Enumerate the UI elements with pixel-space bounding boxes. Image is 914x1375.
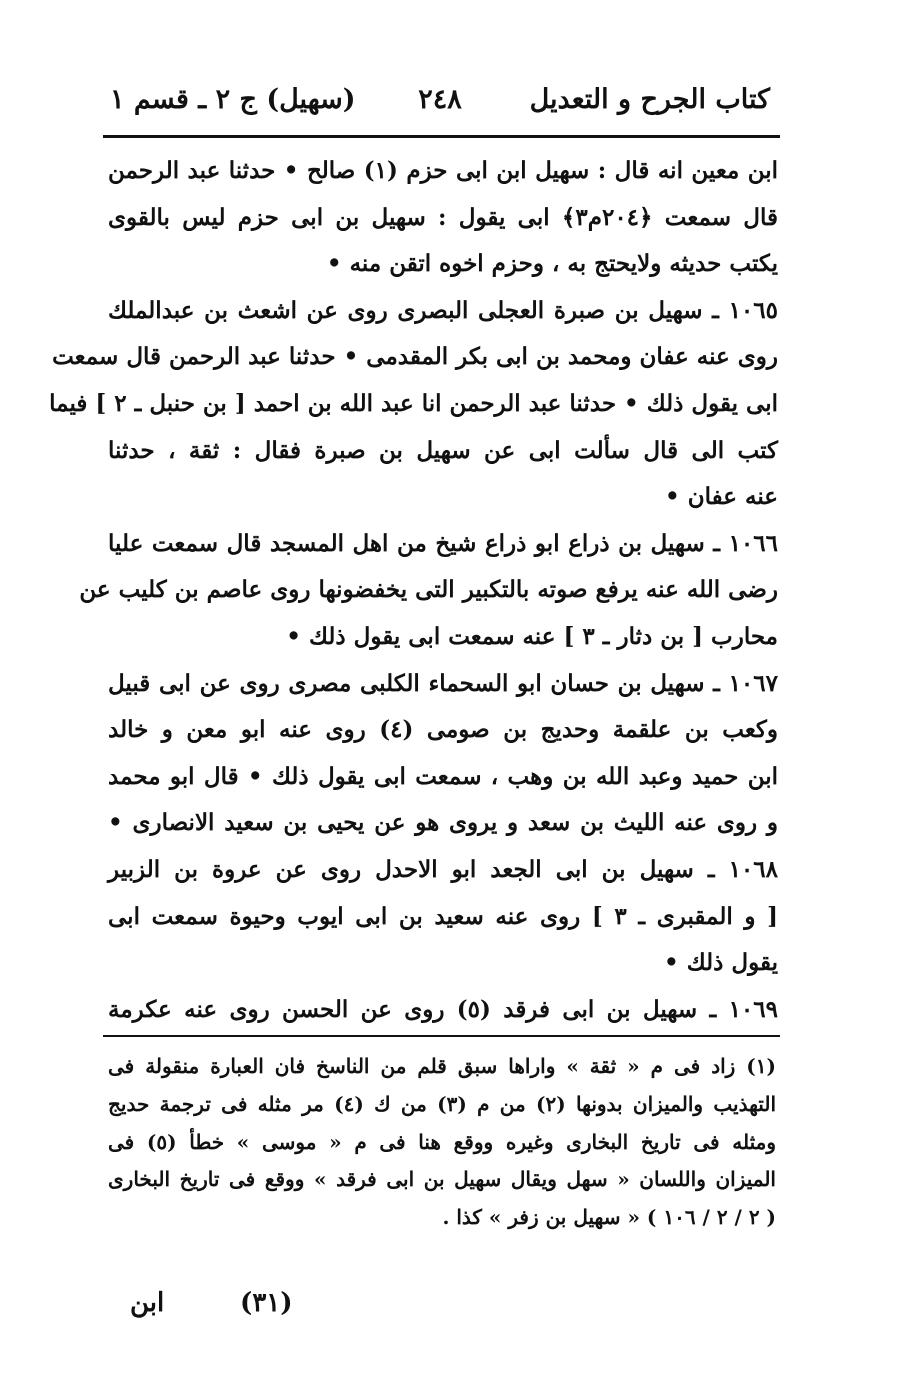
text-line: يقول ذلك •: [664, 949, 778, 977]
signature-mark: (٣١): [240, 1288, 293, 1318]
main-text: [49, 148, 778, 1033]
footnote-line: (١) زاد فى م « ثقة » واراها سبق قلم من الناسخ فان العبارة منقولة فى: [108, 1054, 776, 1078]
entry-1068: ١٠٦٨ ـ سهيل بن ابى الجعد ابو الاحدل روى عن عروة بن الزبير: [108, 855, 778, 883]
entry-1065: ١٠٦٥ ـ سهيل بن صبرة العجلى البصرى روى عن اشعث بن عبدالملك: [108, 296, 778, 324]
entry-1066: ١٠٦٦ ـ سهيل بن ذراع ابو ذراع شيخ من اهل المسجد قال سمعت عليا: [108, 529, 778, 557]
text-line: روى عنه عفان ومحمد بن ابى بكر المقدمى • حدثنا عبد الرحمن قال سمعت: [52, 343, 778, 371]
text-line: رضى الله عنه يرفع صوته بالتكبير التى يخفضونها روى عاصم بن كليب عن: [79, 576, 778, 604]
text-line: قال سمعت ﴿٢٠٤م٣﴾ ابى يقول : سهيل بن ابى حزم ليس بالقوى: [108, 203, 778, 231]
section-label: (سهيل) ج ٢ ـ قسم ١: [110, 84, 356, 115]
text-line: وكعب بن علقمة وحديج بن صومى (٤) روى عنه ابو معن و خالد: [108, 716, 778, 744]
text-line: ابن معين انه قال : سهيل ابن ابى حزم (١) صالح • حدثنا عبد الرحمن: [108, 157, 778, 184]
entry-1069: ١٠٦٩ ـ سهيل بن ابى فرقد (٥) روى عن الحسن روى عنه عكرمة: [108, 995, 778, 1023]
page-number: ٢٤٨: [418, 84, 462, 115]
text-line: يكتب حديثه ولايحتج به ، وحزم اخوه اتقن منه •: [326, 250, 778, 278]
text-line: [ و المقبرى ـ ٣ ] روى عنه سعيد بن ابى ايوب وحيوة سمعت ابى: [108, 902, 778, 930]
text-line: ابى يقول ذلك • حدثنا عبد الرحمن انا عبد الله بن احمد [ بن حنبل ـ ٢ ] فيما: [49, 389, 778, 417]
catchword: ابن: [130, 1288, 165, 1318]
text-line: و روى عنه الليث بن سعد و يروى هو عن يحيى بن سعيد الانصارى •: [108, 809, 778, 837]
text-line: محارب [ بن دثار ـ ٣ ] عنه سمعت ابى يقول ذلك •: [286, 622, 778, 650]
text-line: ابن حميد وعبد الله بن وهب ، سمعت ابى يقول ذلك • قال ابو محمد: [108, 762, 778, 790]
header-rule: [103, 135, 780, 138]
footnote-line: ومثله فى تاريخ البخارى وغيره ووقع هنا فى م « موسى » خطأ (٥) فى: [108, 1129, 776, 1154]
footnote-line: الميزان واللسان « سهل ويقال سهيل بن ابى فرقد » ووقع فى تاريخ البخارى: [108, 1167, 776, 1192]
text-line: كتب الى قال سألت ابى عن سهيل بن صبرة فقال : ثقة ، حدثنا: [108, 436, 778, 464]
text-line: عنه عفان •: [665, 483, 778, 511]
footnote-line: التهذيب والميزان بدونها (٢) من م (٣) من ك (٤) مر مثله فى ترجمة حديج: [108, 1091, 776, 1116]
entry-1067: ١٠٦٧ ـ سهيل بن حسان ابو السحماء الكلبى مصرى روى عن ابى قبيل: [108, 669, 778, 697]
footnote-line: ( ٢ / ٢ / ١٠٦ ) « سهيل بن زفر » كذا .: [442, 1205, 776, 1230]
running-header: [110, 78, 770, 128]
book-title: كتاب الجرح و التعديل: [529, 84, 770, 115]
footnotes: [108, 1048, 776, 1237]
footnote-rule: [103, 1035, 780, 1037]
